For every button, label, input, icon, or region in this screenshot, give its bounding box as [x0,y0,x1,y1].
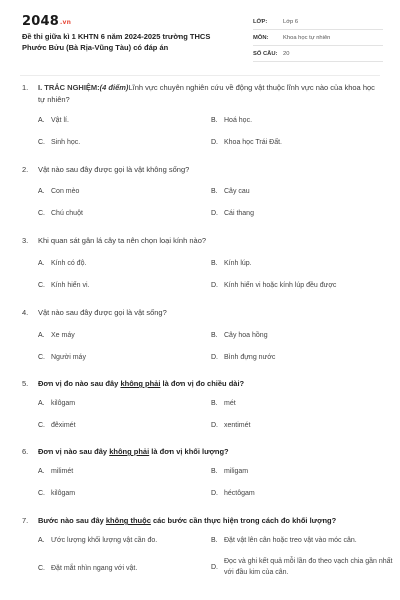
question-number: 5. [22,379,29,388]
question-text-part: các bước cần thực hiện trong cách đo khối lượng? [150,516,337,525]
option-text: Đọc và ghi kết quả mỗi lần đo theo vạch chia gần nhất với đầu kim của cân. [224,558,393,576]
option-c[interactable] [38,280,201,291]
option-letter: B. [211,260,218,267]
option-letter: C. [38,490,45,497]
option-text: Kính có độ. [51,260,87,267]
option-text: đêximét [51,422,76,429]
option-text: Ước lượng khối lượng vật cần đo. [51,537,158,544]
option-b[interactable] [211,330,374,341]
option-a[interactable] [38,186,201,197]
question-number: 2. [22,165,29,174]
option-letter: B. [211,537,218,544]
option-b[interactable] [211,186,374,197]
option-letter: C. [38,354,45,361]
question-6 [22,446,382,458]
option-text: milimét [51,468,74,475]
option-letter: D. [211,282,218,289]
option-d[interactable] [211,280,394,291]
question-1 [22,82,382,105]
option-letter: A. [38,400,45,407]
exam-meta-table [253,14,383,62]
option-d[interactable] [211,488,374,499]
option-letter: D. [211,139,218,146]
question-number: 7. [22,516,29,525]
option-letter: D. [211,490,218,497]
option-c[interactable] [38,420,201,431]
section-points: (4 điểm) [99,83,129,92]
question-text: Vật nào sau đây được gọi là vật sống? [38,308,167,317]
option-c[interactable] [38,488,201,499]
question-negation: không phải [109,447,150,456]
option-b[interactable] [211,115,374,126]
option-text: Sinh học. [51,139,81,146]
option-text: Con mèo [51,188,80,195]
option-text: Kính hiển vi. [51,282,90,289]
option-letter: C. [38,139,45,146]
option-text: Cái thang [224,210,254,217]
option-letter: B. [211,117,218,124]
option-text: Người máy [51,354,86,361]
option-d[interactable] [211,556,394,578]
option-a[interactable] [38,535,201,546]
question-text-part: Đơn vị đo nào sau đây [38,379,121,388]
question-7 [22,515,382,527]
option-b[interactable] [211,466,374,477]
header-divider [20,75,380,76]
option-text: héctôgam [224,490,255,497]
option-text: Kính lúp. [224,260,252,267]
question-text [38,378,378,390]
option-b[interactable] [211,258,374,269]
meta-label: SỐ CÂU: [253,50,278,57]
question-4 [22,307,382,319]
question-negation: không thuộc [105,516,151,525]
option-text: Đặt vật lên cân hoặc treo vật vào móc cân. [224,537,357,544]
question-5 [22,378,382,390]
question-text [38,446,378,458]
meta-label: MÔN: [253,34,269,41]
option-letter: A. [38,468,45,475]
option-b[interactable] [211,535,394,546]
option-b[interactable] [211,398,374,409]
option-a[interactable] [38,115,201,126]
option-text: mét [224,400,236,407]
question-text: Khi quan sát gân lá cây ta nên chọn loại kính nào? [38,236,207,245]
question-negation: không phải [120,379,161,388]
question-text-part: Bước nào sau đây [38,516,106,525]
option-text: Bình đựng nước [224,354,276,361]
question-3 [22,235,382,247]
option-text: Cây cau [224,188,250,195]
option-letter: A. [38,260,45,267]
option-letter: D. [211,422,218,429]
option-letter: A. [38,537,45,544]
option-letter: B. [211,332,218,339]
option-letter: D. [211,564,218,571]
option-text: Đặt mắt nhìn ngang với vật. [51,565,138,572]
question-number: 1. [22,83,29,92]
option-letter: B. [211,188,218,195]
question-2 [22,164,382,176]
question-number: 4. [22,308,29,317]
option-letter: B. [211,400,218,407]
option-c[interactable] [38,208,201,219]
question-text: Vật nào sau đây được gọi là vật không sống? [38,165,190,174]
section-heading: I. TRẮC NGHIỆM: [38,83,100,92]
meta-label: LỚP: [253,18,268,25]
option-letter: A. [38,332,45,339]
option-d[interactable] [211,352,374,363]
option-letter: C. [38,282,45,289]
option-a[interactable] [38,258,201,269]
logo-suffix: .vn [59,19,72,26]
question-number: 6. [22,447,29,456]
option-text: Hoá học. [224,117,253,124]
option-letter: A. [38,188,45,195]
question-text-part: là đơn vị khối lượng? [149,447,229,456]
document-title: Đề thi giữa kì 1 KHTN 6 năm 2024-2025 trường THCS Phước Bửu (Bà Rịa-Vũng Tàu) có đáp án [22,32,211,52]
option-c[interactable] [38,352,201,363]
meta-row-grade [253,14,383,30]
question-text [38,515,378,527]
meta-row-count [253,46,383,62]
option-letter: C. [38,565,45,572]
meta-value: Khoa học tự nhiên [283,34,331,41]
option-d[interactable] [211,137,374,148]
option-d[interactable] [211,208,374,219]
option-text: kilôgam [51,400,76,407]
option-d[interactable] [211,420,374,431]
meta-row-subject [253,30,383,46]
option-text: Cây hoa hồng [224,332,268,339]
question-number: 3. [22,236,29,245]
question-body: Lĩnh vực chuyên nghiên cứu về động vật thuộc lĩnh vực nào của khoa học tự nhiên? [38,83,375,104]
option-text: Kính hiển vi hoặc kính lúp đều được [224,282,337,289]
option-letter: C. [38,210,45,217]
option-c[interactable] [38,563,201,574]
option-letter: D. [211,210,218,217]
option-a[interactable] [38,398,201,409]
meta-value: Lớp 6 [283,18,299,25]
question-text-part: là đơn vị đo chiều dài? [160,379,245,388]
option-letter: D. [211,354,218,361]
option-text: miligam [224,468,249,475]
option-text: xentimét [224,422,251,429]
option-text: Chú chuột [51,210,83,217]
option-a[interactable] [38,466,201,477]
option-a[interactable] [38,330,201,341]
option-letter: A. [38,117,45,124]
option-text: Khoa học Trái Đất. [224,139,282,146]
meta-value: 20 [283,50,290,57]
option-text: kilôgam [51,490,76,497]
option-text: Vật lí. [51,117,69,124]
option-text: Xe máy [51,332,75,339]
logo-text: 2048 [22,14,59,29]
option-letter: C. [38,422,45,429]
option-c[interactable] [38,137,201,148]
question-text [38,82,378,105]
option-letter: B. [211,468,218,475]
question-text-part: Đơn vị nào sau đây [38,447,110,456]
